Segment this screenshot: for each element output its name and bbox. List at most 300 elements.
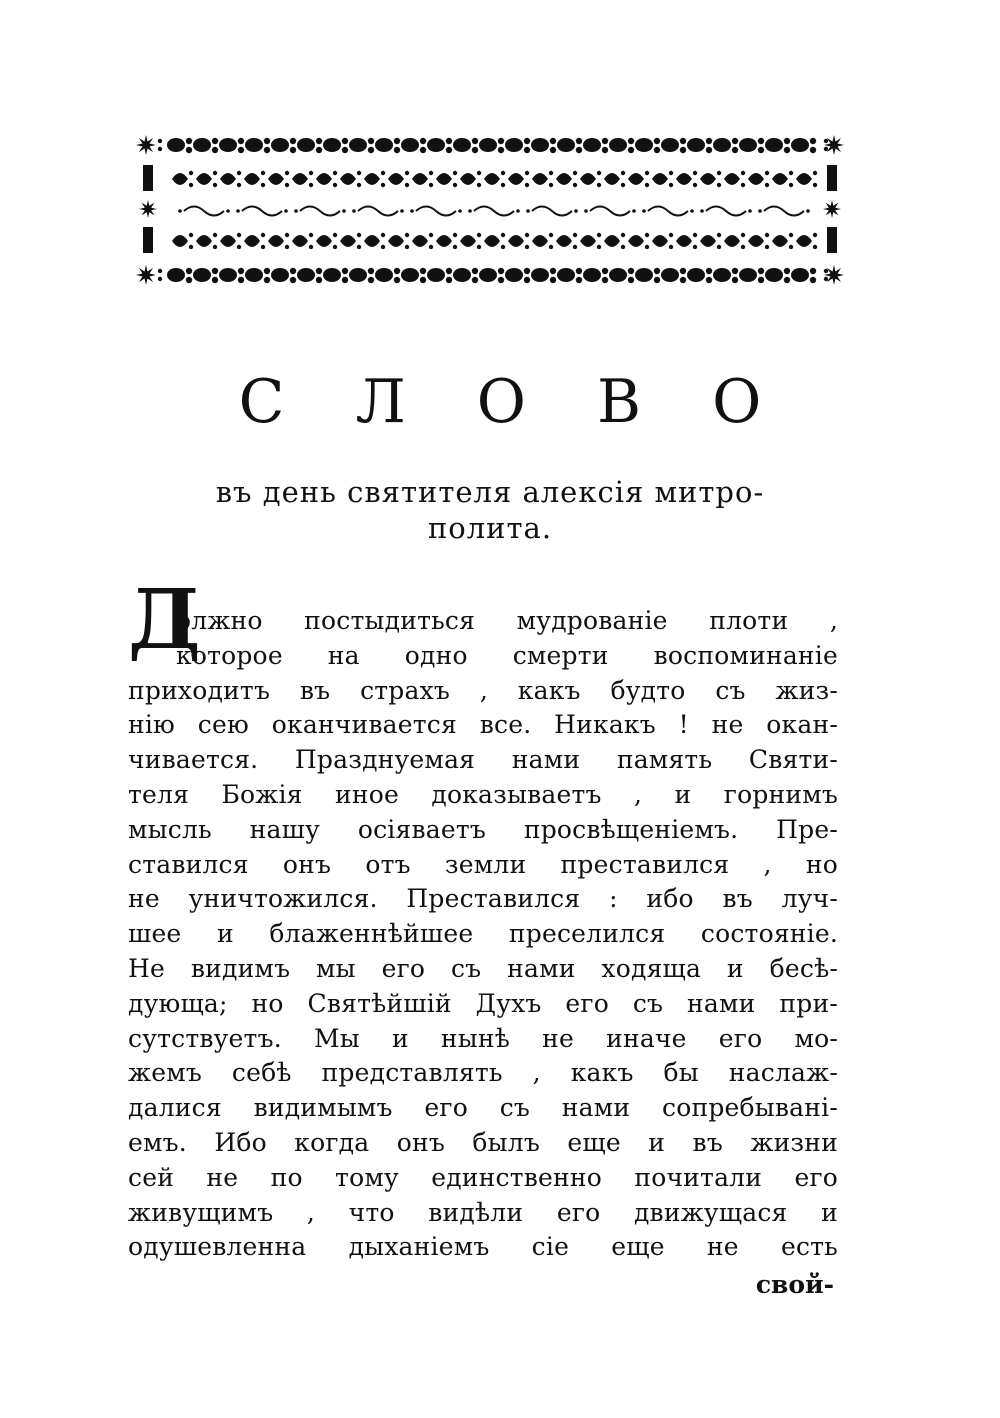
leaf-row-ornament [501,233,505,237]
leaf-row-ornament [748,235,764,247]
page-title: С Л О В О [238,367,788,437]
scroll-row-ornament [401,268,419,282]
scroll-row-ornament [706,147,712,153]
leaf-row-ornament [741,171,745,175]
scroll-row-ornament [238,268,244,274]
scroll-row-ornament [784,268,790,274]
leaf-row-ornament [484,173,500,185]
leaf-row-ornament [580,173,596,185]
swirl-row-ornament [358,207,398,216]
scroll-row-ornament [394,268,400,274]
scroll-row-ornament [706,138,712,144]
scroll-row-ornament [661,268,679,282]
swirl-row-ornament [284,209,288,213]
scroll-row-ornament [479,138,497,152]
subtitle-line-1: въ день святителя алексія митро- [215,475,765,509]
leaf-row-ornament [357,245,361,249]
leaf-row-ornament [741,183,745,187]
scroll-row-ornament [609,268,627,282]
swirl-row-ornament [242,207,282,216]
scroll-row-ornament [654,277,660,283]
leaf-row-ornament [621,233,625,237]
leaf-row-ornament [477,233,481,237]
swirl-row-ornament [806,209,810,213]
scroll-row-ornament [212,268,218,274]
body-line: сей не по тому единственно почитали его [128,1162,838,1192]
leaf-row-ornament [357,171,361,175]
side-post-ornament [143,165,153,191]
swirl-row-ornament [400,209,404,213]
body-text [128,604,838,1265]
scroll-row-ornament [498,268,504,274]
leaf-row-ornament [549,183,553,187]
leaf-row-ornament [789,233,793,237]
scroll-row-ornament [602,277,608,283]
scroll-row-ornament [193,268,211,282]
swirl-row-ornament [474,207,514,216]
leaf-row-ornament [268,173,284,185]
scroll-row-ornament [576,138,582,144]
scroll-row-ornament [628,147,634,153]
scroll-row-ornament [810,147,816,153]
scroll-row-ornament [550,268,556,274]
leaf-row-ornament [501,171,505,175]
leaf-row-ornament [700,235,716,247]
swirl-row-ornament [526,209,530,213]
leaf-row-ornament [244,235,260,247]
leaf-row-ornament [532,235,548,247]
scroll-row-ornament [323,268,341,282]
scroll-row-ornament [550,277,556,283]
scroll-row-ornament [219,138,237,152]
leaf-row-ornament [597,171,601,175]
swirl-row-ornament [416,207,456,216]
leaf-row-ornament [213,245,217,249]
scroll-row-ornament [472,268,478,274]
scroll-row-ornament [583,268,601,282]
swirl-row-ornament [178,209,182,213]
side-post-ornament [143,227,153,253]
scroll-row-ornament [784,277,790,283]
swirl-row-ornament [352,209,356,213]
leaf-row-ornament [196,173,212,185]
corner-star-ornament [824,135,844,155]
scroll-row-ornament [654,147,660,153]
body-line: жемъ себѣ представлять , какъ бы наслаж- [128,1058,838,1088]
scroll-row-ornament [342,268,348,274]
scroll-row-ornament [472,277,478,283]
scroll-row-ornament [810,277,816,283]
leaf-row-ornament [501,245,505,249]
leaf-row-ornament [405,245,409,249]
swirl-row-ornament [532,207,572,216]
leaf-row-ornament [268,235,284,247]
leaf-row-ornament [597,183,601,187]
swirl-row-ornament [226,209,230,213]
leaf-row-ornament [813,245,817,249]
body-line: живущимъ , что видѣли его движущася и [128,1197,838,1227]
scroll-row-ornament [758,268,764,274]
scroll-row-ornament [323,138,341,152]
scroll-row-ornament [186,138,192,144]
scroll-row-ornament [316,277,322,283]
scroll-row-ornament [680,138,686,144]
leaf-row-ornament [357,233,361,237]
scroll-row-ornament [297,268,315,282]
leaf-row-ornament [765,233,769,237]
scroll-row-ornament [810,268,816,274]
leaf-row-ornament [220,235,236,247]
scroll-row-ornament [212,147,218,153]
scroll-row-ornament [368,138,374,144]
scroll-row-ornament [550,138,556,144]
scroll-row-ornament [824,139,828,143]
leaf-row-ornament [309,245,313,249]
scroll-row-ornament [186,268,192,274]
scroll-row-ornament [524,268,530,274]
leaf-row-ornament [717,233,721,237]
leaf-row-ornament [460,235,476,247]
swirl-row-ornament [590,207,630,216]
scroll-row-ornament [264,147,270,153]
scroll-row-ornament [245,138,263,152]
scroll-row-ornament [290,268,296,274]
scroll-row-ornament [602,147,608,153]
scroll-row-ornament [784,138,790,144]
scroll-row-ornament [524,138,530,144]
leaf-row-ornament [261,171,265,175]
leaf-row-ornament [292,173,308,185]
scroll-row-ornament [394,138,400,144]
scroll-row-ornament [654,268,660,274]
scroll-row-ornament [732,138,738,144]
leaf-row-ornament [436,173,452,185]
scroll-row-ornament [290,147,296,153]
leaf-row-ornament [652,173,668,185]
leaf-row-ornament [748,173,764,185]
scroll-row-ornament [420,277,426,283]
leaf-row-ornament [717,183,721,187]
leaf-row-ornament [429,233,433,237]
swirl-row-ornament [574,209,578,213]
leaf-row-ornament [669,245,673,249]
scroll-row-ornament [524,277,530,283]
leaf-row-ornament [309,183,313,187]
scroll-row-ornament [635,268,653,282]
leaf-row-ornament [405,183,409,187]
leaf-row-ornament [813,233,817,237]
swirl-row-ornament [700,209,704,213]
scroll-row-ornament [453,138,471,152]
scroll-row-ornament [687,138,705,152]
leaf-row-ornament [789,245,793,249]
leaf-row-ornament [669,233,673,237]
leaf-row-ornament [676,173,692,185]
scroll-row-ornament [654,138,660,144]
scroll-row-ornament [368,147,374,153]
leaf-row-ornament [573,233,577,237]
swirl-row-ornament [758,209,762,213]
leaf-row-ornament [549,233,553,237]
scroll-row-ornament [368,268,374,274]
leaf-row-ornament [597,233,601,237]
scroll-row-ornament [368,277,374,283]
leaf-row-ornament [381,245,385,249]
scroll-row-ornament [713,268,731,282]
scroll-row-ornament [316,147,322,153]
leaf-row-ornament [796,235,812,247]
swirl-row-ornament [342,209,346,213]
scroll-row-ornament [628,277,634,283]
leaf-row-ornament [429,183,433,187]
scroll-row-ornament [245,268,263,282]
leaf-row-ornament [501,183,505,187]
scroll-row-ornament [732,277,738,283]
body-line: ставился онъ отъ земли преставился , но [128,849,838,879]
scroll-row-ornament [498,138,504,144]
leaf-row-ornament [484,235,500,247]
leaf-row-ornament [412,235,428,247]
body-line: сутствуетъ. Мы и нынѣ не иначе его мо- [128,1023,838,1053]
scroll-row-ornament [167,138,185,152]
scroll-row-ornament [316,268,322,274]
scroll-row-ornament [784,147,790,153]
scroll-row-ornament [713,138,731,152]
scroll-row-ornament [453,268,471,282]
scroll-row-ornament [635,138,653,152]
body-line: не уничтожился. Преставился : ибо въ луч- [128,884,838,914]
side-star-ornament [823,200,841,218]
side-post-ornament [827,165,837,191]
swirl-row-ornament [764,207,804,216]
scroll-row-ornament [446,277,452,283]
scroll-row-ornament [264,138,270,144]
scroll-row-ornament [264,277,270,283]
scroll-row-ornament [531,138,549,152]
body-line: далися видимымъ его съ нами сопребывані- [128,1093,838,1123]
leaf-row-ornament [333,245,337,249]
scroll-row-ornament [186,277,192,283]
swirl-row-ornament [632,209,636,213]
scroll-row-ornament [375,138,393,152]
leaf-row-ornament [381,233,385,237]
leaf-row-ornament [357,183,361,187]
scroll-row-ornament [479,268,497,282]
scroll-row-ornament [680,277,686,283]
leaf-row-ornament [628,235,644,247]
leaf-row-ornament [525,245,529,249]
leaf-row-ornament [693,233,697,237]
leaf-row-ornament [604,235,620,247]
leaf-row-ornament [292,235,308,247]
scroll-row-ornament [375,268,393,282]
scroll-row-ornament [349,268,367,282]
leaf-row-ornament [717,245,721,249]
swirl-row-ornament [748,209,752,213]
leaf-row-ornament [364,235,380,247]
scroll-row-ornament [680,268,686,274]
swirl-row-ornament [468,209,472,213]
scroll-row-ornament [401,138,419,152]
scroll-row-ornament [212,277,218,283]
scroll-row-ornament [349,138,367,152]
scroll-row-ornament [394,277,400,283]
catchword: свой- [755,1270,834,1299]
swirl-row-ornament [410,209,414,213]
leaf-row-ornament [645,245,649,249]
scroll-row-ornament [420,147,426,153]
side-post-ornament [827,227,837,253]
swirl-row-ornament [642,209,646,213]
leaf-row-ornament [693,245,697,249]
swirl-row-ornament [584,209,588,213]
leaf-row-ornament [645,183,649,187]
leaf-row-ornament [213,233,217,237]
scroll-row-ornament [765,268,783,282]
scroll-row-ornament [238,138,244,144]
corner-star-ornament [136,135,156,155]
scroll-row-ornament [765,138,783,152]
side-star-ornament [139,200,157,218]
leaf-row-ornament [669,183,673,187]
leaf-row-ornament [724,173,740,185]
leaf-row-ornament [261,245,265,249]
scroll-row-ornament [427,268,445,282]
scroll-row-ornament [583,138,601,152]
leaf-row-ornament [333,171,337,175]
scroll-row-ornament [732,147,738,153]
scroll-row-ornament [758,147,764,153]
leaf-row-ornament [333,233,337,237]
scroll-row-ornament [238,277,244,283]
leaf-row-ornament [724,235,740,247]
scroll-row-ornament [238,147,244,153]
swirl-row-ornament [516,209,520,213]
leaf-row-ornament [765,245,769,249]
scroll-row-ornament [791,268,809,282]
leaf-row-ornament [741,233,745,237]
scroll-row-ornament [427,138,445,152]
scroll-row-ornament [576,268,582,274]
leaf-row-ornament [700,173,716,185]
leaf-row-ornament [285,233,289,237]
scroll-row-ornament [628,138,634,144]
leaf-row-ornament [381,183,385,187]
scroll-row-ornament [167,268,185,282]
scroll-row-ornament [316,138,322,144]
leaf-row-ornament [573,245,577,249]
scroll-row-ornament [628,268,634,274]
body-line: чивается. Празднуемая нами память Святи- [128,745,838,775]
scroll-row-ornament [524,147,530,153]
body-line: мысль нашу осіяваетъ просвѣщеніемъ. Пре- [128,814,838,844]
body-line: одушевленна дыханіемъ сіе еще не есть [128,1232,838,1262]
scroll-row-ornament [219,268,237,282]
scroll-row-ornament [446,147,452,153]
leaf-row-ornament [189,245,193,249]
leaf-row-ornament [676,235,692,247]
body-line: приходитъ въ страхъ , какъ будто съ жиз- [128,675,838,705]
leaf-row-ornament [525,171,529,175]
scroll-row-ornament [271,138,289,152]
scroll-row-ornament [420,268,426,274]
leaf-row-ornament [364,173,380,185]
scroll-row-ornament [472,138,478,144]
leaf-row-ornament [621,245,625,249]
scroll-row-ornament [446,268,452,274]
leaf-row-ornament [796,173,812,185]
leaf-row-ornament [477,245,481,249]
scroll-row-ornament [602,138,608,144]
scroll-row-ornament [732,268,738,274]
leaf-row-ornament [789,171,793,175]
leaf-row-ornament [508,235,524,247]
leaf-row-ornament [621,171,625,175]
scroll-row-ornament [290,138,296,144]
leaf-row-ornament [477,171,481,175]
scroll-row-ornament [531,268,549,282]
leaf-row-ornament [525,233,529,237]
leaf-row-ornament [453,233,457,237]
leaf-row-ornament [765,171,769,175]
leaf-row-ornament [285,171,289,175]
leaf-row-ornament [573,183,577,187]
leaf-row-ornament [717,171,721,175]
leaf-row-ornament [508,173,524,185]
body-line: олжно постыдиться мудрованіе плоти , [176,606,838,635]
leaf-row-ornament [532,173,548,185]
leaf-row-ornament [244,173,260,185]
scroll-row-ornament [576,147,582,153]
corner-star-ornament [824,265,844,285]
leaf-row-ornament [213,183,217,187]
leaf-row-ornament [652,235,668,247]
leaf-row-ornament [573,171,577,175]
leaf-row-ornament [189,233,193,237]
scroll-row-ornament [158,147,162,151]
scroll-row-ornament [609,138,627,152]
leaf-row-ornament [340,173,356,185]
leaf-row-ornament [549,245,553,249]
swirl-row-ornament [706,207,746,216]
scroll-row-ornament [271,268,289,282]
corner-star-ornament [136,265,156,285]
swirl-row-ornament [236,209,240,213]
scroll-row-ornament [824,277,828,281]
scroll-row-ornament [824,147,828,151]
leaf-row-ornament [477,183,481,187]
leaf-row-ornament [340,235,356,247]
leaf-row-ornament [172,235,188,247]
leaf-row-ornament [405,233,409,237]
scroll-row-ornament [706,277,712,283]
scroll-row-ornament [739,138,757,152]
leaf-row-ornament [813,183,817,187]
scroll-row-ornament [505,138,523,152]
leaf-row-ornament [453,171,457,175]
leaf-row-ornament [556,235,572,247]
leaf-row-ornament [333,183,337,187]
body-line: теля Божія иное доказываетъ , и горнимъ [128,779,838,809]
page-subtitle [140,474,840,546]
scroll-row-ornament [342,138,348,144]
leaf-row-ornament [412,173,428,185]
leaf-row-ornament [220,173,236,185]
leaf-row-ornament [597,245,601,249]
scroll-row-ornament [791,138,809,152]
body-line: Не видимъ мы его съ нами ходяща и бесѣ- [128,953,838,983]
scroll-row-ornament [680,147,686,153]
